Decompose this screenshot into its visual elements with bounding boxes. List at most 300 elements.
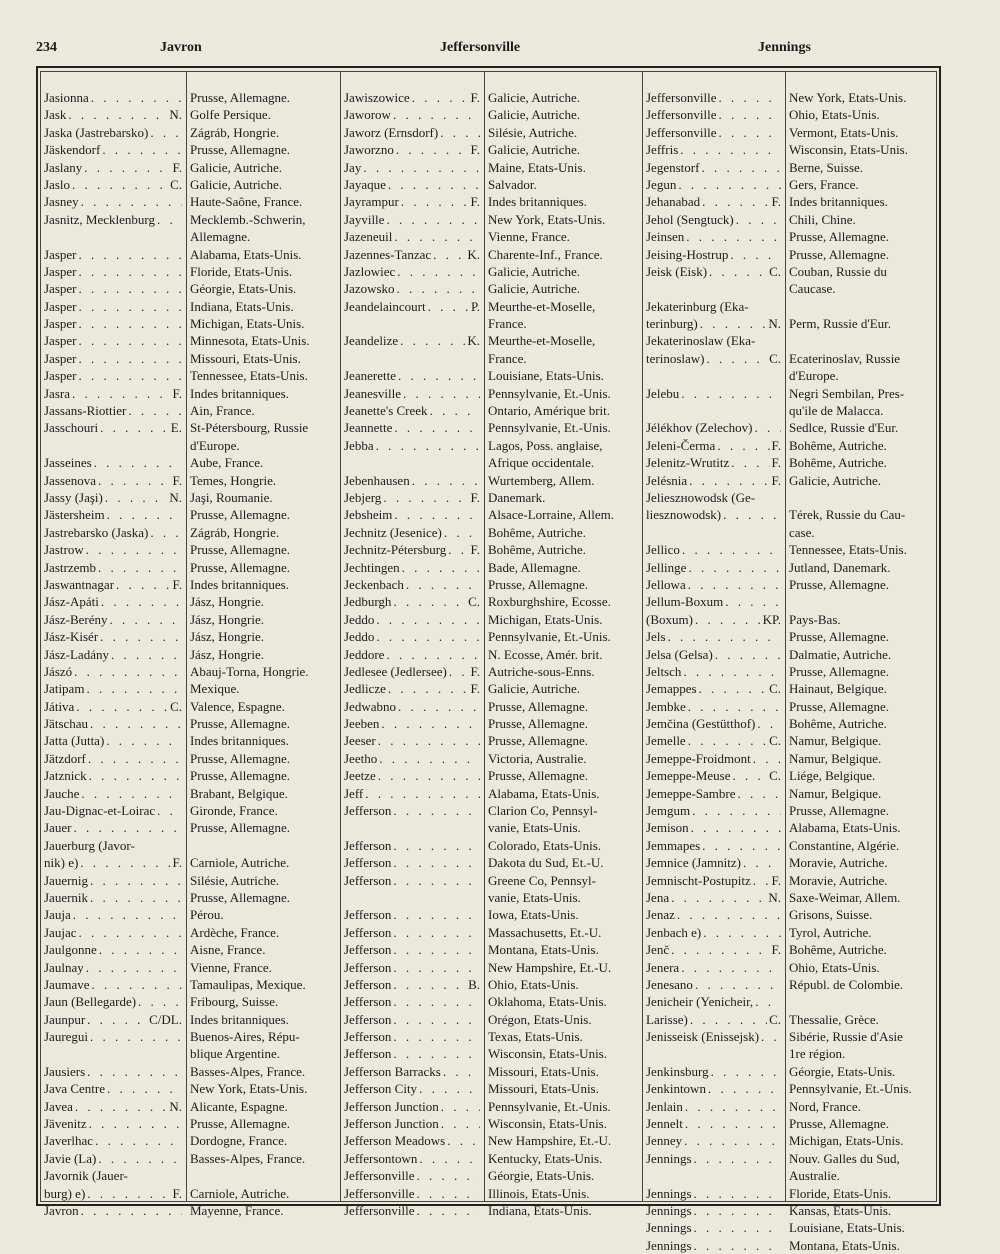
place-code: K. bbox=[467, 333, 480, 349]
place-entry bbox=[646, 315, 781, 332]
leader-dots bbox=[691, 819, 781, 836]
leader-dots bbox=[393, 1028, 480, 1045]
place-name: Jassenova bbox=[44, 472, 96, 488]
leader-dots bbox=[701, 159, 781, 176]
place-entry bbox=[344, 1185, 480, 1202]
leader-dots bbox=[90, 1028, 182, 1045]
leader-dots bbox=[717, 437, 769, 454]
place-name: Jefferson Meadows bbox=[344, 1133, 446, 1149]
leader-dots bbox=[393, 1011, 480, 1028]
region-text: Sibérie, Russie d'Asie bbox=[789, 1029, 903, 1045]
region-text: Negri Sembilan, Pres- bbox=[789, 385, 905, 401]
place-name: Jefferson bbox=[344, 994, 392, 1010]
region-text: Perm, Russie d'Eur. bbox=[789, 316, 892, 332]
region-text: Prusse, Allemagne. bbox=[190, 1116, 291, 1132]
leader-dots bbox=[441, 1098, 480, 1115]
leader-dots bbox=[74, 663, 182, 680]
leader-dots bbox=[719, 106, 781, 123]
region-text: Ardèche, France. bbox=[190, 924, 280, 940]
place-name: Jaslo bbox=[44, 176, 70, 192]
place-code: C. bbox=[468, 594, 480, 610]
leader-dots bbox=[700, 315, 767, 332]
region-text: Alicante, Espagne. bbox=[190, 1098, 288, 1114]
region-text: Jász, Hongrie. bbox=[190, 629, 265, 645]
place-entry bbox=[646, 785, 781, 802]
place-entry bbox=[44, 524, 182, 541]
place-name: Jelebu bbox=[646, 385, 680, 401]
place-entry bbox=[344, 872, 480, 889]
leader-dots bbox=[694, 1185, 782, 1202]
leader-dots bbox=[378, 767, 480, 784]
leader-dots bbox=[678, 176, 781, 193]
region-text: Lagos, Poss. anglaise, bbox=[488, 437, 603, 453]
region-text: Salvador. bbox=[488, 176, 537, 192]
leader-dots bbox=[90, 889, 182, 906]
leader-dots bbox=[383, 489, 468, 506]
place-name: Jauregui bbox=[44, 1029, 89, 1045]
place-names-column-3 bbox=[646, 89, 781, 1254]
place-entry bbox=[344, 1167, 480, 1184]
leader-dots bbox=[398, 367, 480, 384]
region-text: Prusse, Allemagne. bbox=[190, 507, 291, 523]
place-code: C. bbox=[769, 1011, 781, 1027]
leader-dots bbox=[80, 854, 170, 871]
region-text: Pennsylvanie, Et.-Unis. bbox=[488, 1098, 611, 1114]
place-name: nik) e) bbox=[44, 855, 79, 871]
place-entry bbox=[646, 959, 781, 976]
page-header bbox=[0, 40, 1000, 62]
place-entry bbox=[344, 663, 480, 680]
leader-dots bbox=[443, 1063, 480, 1080]
place-entry bbox=[44, 402, 182, 419]
place-entry bbox=[344, 593, 480, 610]
region-text: Térek, Russie du Cau- bbox=[789, 507, 906, 523]
region-text: Charente-Inf., France. bbox=[488, 246, 603, 262]
region-text: Missouri, Etats-Unis. bbox=[190, 350, 301, 366]
place-name: Jävenitz bbox=[44, 1116, 87, 1132]
place-name: Jazlowiec bbox=[344, 263, 396, 279]
leader-dots bbox=[95, 1132, 182, 1149]
place-entry bbox=[344, 489, 480, 506]
region-text: Prusse, Allemagne. bbox=[488, 698, 589, 714]
place-name: Jay bbox=[344, 159, 362, 175]
place-name: Jechnitz (Jesenice) bbox=[344, 524, 442, 540]
leader-dots bbox=[87, 1011, 147, 1028]
column-divider bbox=[785, 71, 786, 1202]
place-entry bbox=[344, 367, 480, 384]
leader-dots bbox=[723, 506, 781, 523]
column-divider bbox=[642, 71, 643, 1202]
region-text: Wisconsin, Etats-Unis. bbox=[488, 1116, 607, 1132]
region-text: Prusse, Allemagne. bbox=[190, 889, 291, 905]
leader-dots bbox=[412, 472, 480, 489]
region-text: Gironde, France. bbox=[190, 803, 278, 819]
leader-dots bbox=[79, 332, 183, 349]
leader-dots bbox=[381, 715, 480, 732]
leader-dots bbox=[692, 802, 781, 819]
region-text: Meurthe-et-Moselle, bbox=[488, 298, 596, 314]
place-name: Jassy (Jaşi) bbox=[44, 489, 103, 505]
place-entry bbox=[646, 1150, 781, 1167]
place-entry bbox=[44, 228, 182, 245]
place-code: F. bbox=[470, 194, 480, 210]
region-text: Pennsylvanie, Et.-Unis. bbox=[488, 420, 611, 436]
place-entry bbox=[344, 506, 480, 523]
place-entry bbox=[646, 385, 781, 402]
region-text: Saxe-Weimar, Allem. bbox=[789, 889, 901, 905]
place-entry bbox=[646, 1167, 781, 1184]
region-text: Indes britanniques. bbox=[789, 194, 888, 210]
leader-dots bbox=[738, 785, 781, 802]
place-name: Jemnice (Jamnitz) bbox=[646, 855, 741, 871]
place-code: F. bbox=[771, 472, 781, 488]
place-code: B. bbox=[468, 976, 480, 992]
place-entry bbox=[44, 159, 182, 176]
place-name: Jász-Ladány bbox=[44, 646, 109, 662]
leader-dots bbox=[440, 124, 480, 141]
place-name: Jayrampur bbox=[344, 194, 399, 210]
place-entry bbox=[646, 541, 781, 558]
region-text: Tennessee, Etats-Unis. bbox=[190, 368, 308, 384]
region-text: Caucase. bbox=[789, 281, 836, 297]
region-text: Prusse, Allemagne. bbox=[488, 576, 589, 592]
leader-dots bbox=[444, 524, 480, 541]
leader-dots bbox=[90, 872, 182, 889]
region-text: Prusse, Allemagne. bbox=[190, 716, 291, 732]
place-name: Jedwabno bbox=[344, 698, 396, 714]
leader-dots bbox=[732, 767, 767, 784]
region-text: Vermont, Etats-Unis. bbox=[789, 124, 899, 140]
region-text: Indiana, Etats-Unis. bbox=[488, 1203, 592, 1218]
region-text: Aisne, France. bbox=[190, 942, 266, 958]
region-text: Fribourg, Suisse. bbox=[190, 994, 279, 1010]
column-divider bbox=[340, 71, 341, 1202]
place-entry bbox=[646, 663, 781, 680]
region-text: qu'ile de Malacca. bbox=[789, 403, 884, 419]
place-name: Jefferson Junction bbox=[344, 1098, 439, 1114]
region-text: Jutland, Danemark. bbox=[789, 559, 891, 575]
leader-dots bbox=[88, 750, 182, 767]
place-entry bbox=[344, 819, 480, 836]
region-text: Pérou. bbox=[190, 907, 224, 923]
place-entry bbox=[44, 1115, 182, 1132]
region-text: Prusse, Allemagne. bbox=[190, 559, 291, 575]
region-text: Prusse, Allemagne. bbox=[789, 246, 890, 262]
leader-dots bbox=[79, 298, 183, 315]
place-name: Jaulgonne bbox=[44, 942, 97, 958]
place-name: Jembke bbox=[646, 698, 686, 714]
place-name: Jasionna bbox=[44, 90, 89, 105]
region-text: St-Pétersbourg, Russie bbox=[190, 420, 309, 436]
place-name: Jedburgh bbox=[344, 594, 392, 610]
leader-dots bbox=[86, 541, 182, 558]
place-name: Jennings bbox=[646, 1150, 692, 1166]
leader-dots bbox=[719, 124, 781, 141]
place-entry bbox=[44, 732, 182, 749]
place-entry bbox=[344, 176, 480, 193]
place-name: Jenisseisk (Enissejsk) bbox=[646, 1029, 760, 1045]
leader-dots bbox=[81, 193, 182, 210]
leader-dots bbox=[706, 350, 767, 367]
place-entry bbox=[44, 489, 182, 506]
leader-dots bbox=[376, 611, 480, 628]
region-text: Kentucky, Etats-Unis. bbox=[488, 1150, 603, 1166]
leader-dots bbox=[680, 141, 781, 158]
place-name: Jemmapes bbox=[646, 837, 701, 853]
place-name: Jeeser bbox=[344, 733, 376, 749]
place-entry: Jekaterinoslaw (Eka- bbox=[646, 333, 756, 349]
header-right-word: Jennings bbox=[758, 40, 811, 55]
place-name: Jätschau bbox=[44, 716, 89, 732]
place-entry bbox=[344, 680, 480, 697]
place-name: Jeanette's Creek bbox=[344, 403, 428, 419]
region-text bbox=[190, 837, 338, 854]
place-entry bbox=[344, 924, 480, 941]
region-text: Alabama, Etats-Unis. bbox=[190, 246, 302, 262]
leader-dots bbox=[694, 1219, 782, 1236]
place-name: Jeffersonville bbox=[344, 1185, 415, 1201]
place-entry bbox=[646, 576, 781, 593]
leader-dots bbox=[393, 906, 480, 923]
leader-dots bbox=[681, 959, 781, 976]
region-text: Louisiane, Etats-Unis. bbox=[488, 368, 604, 384]
place-name: Jászó bbox=[44, 663, 73, 679]
place-name: Jaworzno bbox=[344, 142, 394, 158]
place-name: Jefferson bbox=[344, 1011, 392, 1027]
leader-dots bbox=[79, 246, 183, 263]
place-entry bbox=[646, 454, 781, 471]
place-name: Jasper bbox=[44, 316, 77, 332]
leader-dots bbox=[394, 419, 480, 436]
leader-dots bbox=[393, 837, 480, 854]
place-entry bbox=[344, 1150, 480, 1167]
region-text: Buenos-Aires, Répu- bbox=[190, 1029, 300, 1045]
place-entry bbox=[646, 1219, 781, 1236]
place-entry bbox=[646, 524, 781, 541]
place-entry bbox=[646, 837, 781, 854]
place-entry bbox=[646, 124, 781, 141]
place-entry bbox=[344, 1098, 480, 1115]
place-code: N. bbox=[169, 489, 182, 505]
place-name: Jeanerette bbox=[344, 368, 396, 384]
place-entry bbox=[646, 872, 781, 889]
leader-dots bbox=[110, 611, 182, 628]
place-entry bbox=[344, 576, 480, 593]
leader-dots bbox=[106, 732, 182, 749]
region-text: Indiana, Etats-Unis. bbox=[190, 298, 294, 314]
leader-dots bbox=[72, 176, 168, 193]
place-entry bbox=[344, 106, 480, 123]
region-text: Jaşi, Roumanie. bbox=[190, 489, 273, 505]
leader-dots bbox=[99, 941, 182, 958]
region-text: Ain, France. bbox=[190, 403, 255, 419]
place-name: Jayville bbox=[344, 211, 385, 227]
place-name: Jemelle bbox=[646, 733, 686, 749]
region-text: Galicie, Autriche. bbox=[488, 142, 581, 158]
place-code: C. bbox=[170, 698, 182, 714]
region-text: Montana, Etats-Unis. bbox=[488, 942, 599, 958]
leader-dots bbox=[89, 767, 182, 784]
place-name: Jefferson bbox=[344, 1046, 392, 1062]
place-name: burg) e) bbox=[44, 1185, 86, 1201]
place-name: Jeffersontown bbox=[344, 1150, 418, 1166]
leader-dots bbox=[393, 941, 480, 958]
place-entry bbox=[646, 924, 781, 941]
place-entry bbox=[646, 941, 781, 958]
place-entry bbox=[44, 646, 182, 663]
region-text: Géorgie, Etats-Unis. bbox=[789, 1063, 896, 1079]
region-text: Pennsylvanie, Et.-Unis. bbox=[789, 1081, 912, 1097]
region-text bbox=[190, 1167, 338, 1184]
place-name: Jemgum bbox=[646, 803, 691, 819]
leader-dots bbox=[685, 1098, 781, 1115]
place-entry bbox=[44, 124, 182, 141]
place-entry bbox=[44, 193, 182, 210]
leader-dots bbox=[394, 228, 480, 245]
leader-dots bbox=[417, 1202, 480, 1219]
region-text: Galicie, Autriche. bbox=[789, 472, 882, 488]
place-name: Jatipam bbox=[44, 681, 85, 697]
region-text: Temes, Hongrie. bbox=[190, 472, 277, 488]
region-text: Minnesota, Etats-Unis. bbox=[190, 333, 310, 349]
leader-dots bbox=[757, 715, 781, 732]
place-entry bbox=[344, 976, 480, 993]
leader-dots bbox=[90, 715, 182, 732]
place-name: Jebjerg bbox=[344, 489, 382, 505]
place-entry bbox=[44, 1080, 182, 1097]
place-entry bbox=[646, 715, 781, 732]
region-text: Galicie, Autriche. bbox=[488, 107, 581, 123]
region-text: Galicie, Autriche. bbox=[488, 263, 581, 279]
place-entry bbox=[344, 1045, 480, 1062]
place-name: Jefferson bbox=[344, 907, 392, 923]
leader-dots bbox=[73, 906, 182, 923]
region-text: Berne, Suisse. bbox=[789, 159, 864, 175]
region-text: Abauj-Torna, Hongrie. bbox=[190, 663, 309, 679]
place-entry bbox=[344, 246, 480, 263]
place-code: F. bbox=[172, 1185, 182, 1201]
leader-dots bbox=[157, 211, 182, 228]
region-text: Indes britanniques. bbox=[190, 733, 289, 749]
place-name: Jennings bbox=[646, 1185, 692, 1201]
leader-dots bbox=[102, 141, 182, 158]
leader-dots bbox=[76, 698, 168, 715]
place-entry bbox=[44, 819, 182, 836]
place-name: Jeffersonville bbox=[646, 90, 717, 105]
leader-dots bbox=[730, 246, 781, 263]
region-text: Michigan, Etats-Unis. bbox=[190, 316, 305, 332]
place-name: Javie (La) bbox=[44, 1150, 97, 1166]
place-entry bbox=[646, 106, 781, 123]
region-text: Tyrol, Autriche. bbox=[789, 924, 872, 940]
place-entry bbox=[646, 750, 781, 767]
place-name: Jefferson bbox=[344, 872, 392, 888]
place-code: F. bbox=[470, 489, 480, 505]
region-text: Floride, Etats-Unis. bbox=[789, 1185, 892, 1201]
region-text: Roxburghshire, Ecosse. bbox=[488, 594, 611, 610]
region-text: Missouri, Etats-Unis. bbox=[488, 1081, 599, 1097]
place-entry bbox=[44, 454, 182, 471]
place-name: Jeanesville bbox=[344, 385, 402, 401]
place-name: Jatta (Jutta) bbox=[44, 733, 105, 749]
place-name: Jechnitz-Pétersburg bbox=[344, 542, 447, 558]
place-name: Javron bbox=[44, 1203, 79, 1218]
place-name: Jechtingen bbox=[344, 559, 400, 575]
region-text: blique Argentine. bbox=[190, 1046, 281, 1062]
place-name: Jefferson bbox=[344, 855, 392, 871]
place-name: Jellowa bbox=[646, 576, 686, 592]
place-name: Jauja bbox=[44, 907, 71, 923]
leader-dots bbox=[393, 993, 480, 1010]
region-text: case. bbox=[789, 524, 815, 540]
place-name: Jelésnia bbox=[646, 472, 688, 488]
place-name: Jasney bbox=[44, 194, 79, 210]
region-text: Constantine, Algérie. bbox=[789, 837, 900, 853]
place-entry bbox=[44, 889, 182, 906]
regions-column-1 bbox=[190, 89, 338, 1219]
place-name: Jellum-Boxum bbox=[646, 594, 724, 610]
place-name: Jeetho bbox=[344, 750, 378, 766]
region-text: Moravie, Autriche. bbox=[789, 855, 888, 871]
place-name: Jasper bbox=[44, 281, 77, 297]
region-text: Zágráb, Hongrie. bbox=[190, 124, 280, 140]
leader-dots bbox=[87, 1185, 170, 1202]
leader-dots bbox=[711, 1063, 781, 1080]
region-text: 1re région. bbox=[789, 1046, 846, 1062]
leader-dots bbox=[365, 785, 480, 802]
leader-dots bbox=[393, 976, 466, 993]
region-text: Jász, Hongrie. bbox=[190, 611, 265, 627]
place-entry bbox=[44, 1045, 182, 1062]
region-text: Ohio, Etats-Unis. bbox=[789, 107, 880, 123]
place-entry bbox=[44, 89, 182, 106]
place-name: Jenbach e) bbox=[646, 924, 702, 940]
place-name: Jatznick bbox=[44, 768, 87, 784]
place-code: N. bbox=[169, 1098, 182, 1114]
place-name: Jenesano bbox=[646, 976, 693, 992]
place-name: (Boxum) bbox=[646, 611, 693, 627]
place-name: Jaujac bbox=[44, 924, 77, 940]
place-entry bbox=[344, 1080, 480, 1097]
place-entry bbox=[344, 1011, 480, 1028]
region-text: Meurthe-et-Moselle, bbox=[488, 333, 596, 349]
region-text: New York, Etats-Unis. bbox=[789, 90, 907, 105]
place-entry bbox=[646, 193, 781, 210]
place-name: Jasnitz, Mecklenburg bbox=[44, 211, 155, 227]
region-text: Danemark. bbox=[488, 489, 546, 505]
header-center-word: Jeffersonville bbox=[440, 40, 521, 55]
region-text: Valence, Espagne. bbox=[190, 698, 285, 714]
place-entry bbox=[44, 924, 182, 941]
place-entry: Javornik (Jauer- bbox=[44, 1168, 128, 1184]
leader-dots bbox=[98, 1150, 182, 1167]
place-entry bbox=[344, 454, 480, 471]
place-name: Jastrow bbox=[44, 542, 84, 558]
place-name: Jennings bbox=[646, 1203, 692, 1218]
regions-column-3 bbox=[789, 89, 936, 1254]
leader-dots bbox=[379, 750, 480, 767]
region-text: Ohio, Etats-Unis. bbox=[488, 976, 579, 992]
place-entry bbox=[646, 993, 781, 1010]
leader-dots bbox=[396, 141, 469, 158]
place-name: Jellinge bbox=[646, 559, 687, 575]
place-entry bbox=[344, 767, 480, 784]
leader-dots bbox=[448, 541, 468, 558]
place-entry bbox=[646, 802, 781, 819]
leader-dots bbox=[683, 663, 781, 680]
leader-dots bbox=[72, 385, 171, 402]
region-text: Prusse, Allemagne. bbox=[190, 90, 291, 105]
